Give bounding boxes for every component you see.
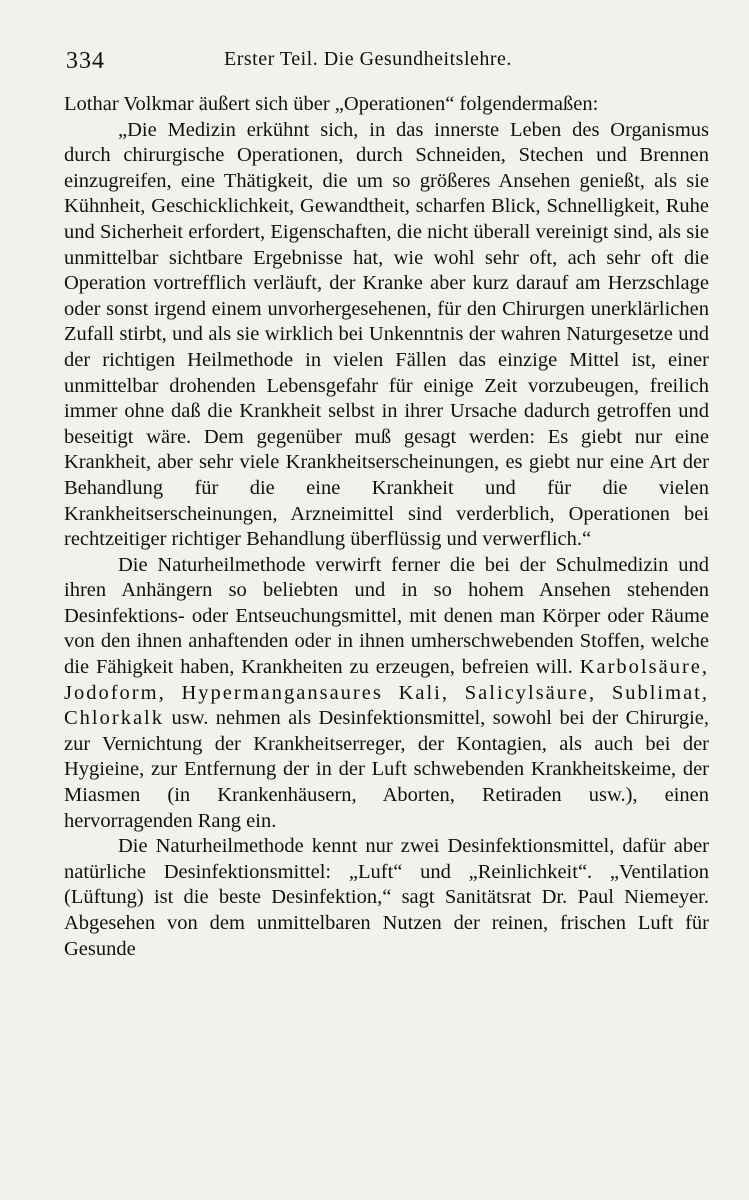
disinfectant-list: Karbolsäure, Jodoform, Hypermangansaures Kali, Salicylsäure, Sublimat, Chlorkalk	[64, 656, 710, 730]
paragraph-disinfection	[64, 553, 709, 835]
page-number: 334	[66, 48, 105, 74]
paragraph-disinfection-text: Die Naturheilmethode verwirft ferner die bei der Schulmedizin und ihren Anhängern so beliebten und in so hohem Ansehen stehenden Desinfektions- oder Entseuchungsmittel, mit denen man Körper oder Räume von den ihnen anhaftenden oder in ihnen umherschwebenden Stoffen, welche die Fähigkeit haben, Krankheiten zu erzeugen, befreien will.	[64, 553, 709, 679]
paragraph-quote: „Die Medizin erkühnt sich, in das innerste Leben des Organismus durch chirurgische Operationen, durch Schneiden, Stechen und Brennen einzugreifen, eine Thätigkeit, die um so größeres Ansehen genießt, als sie Kühnheit, Geschicklichkeit, Gewandtheit, scharfen Blick, Schnelligkeit, Ruhe und Sicherheit erfordert, Eigenschaften, die nicht überall vereinigt sind, als sie unmittelbar sichtbare Ergebnisse hat, wie wohl sehr oft, ach sehr oft die Operation vortrefflich verläuft, der Kranke aber kurz darauf am Herzschlage oder sonst irgend einem unvorhergesehenen, für den Chirurgen unerklärlichen Zufall stirbt, und als sie wirklich bei Unkenntnis der wahren Naturgesetze und der richtigen Heilmethode in vielen Fällen das einzige Mittel ist, einer unmittelbar drohenden Lebensgefahr für einige Zeit vorzubeugen, freilich immer ohne daß die Krankheit selbst in ihrer Ursache dadurch getroffen und beseitigt wäre. Dem gegenüber muß gesagt werden: Es giebt nur eine Krankheit, aber sehr viele Krankheitserscheinungen, es giebt nur eine Art der Behandlung für die eine Krankheit und für die vielen Krankheitserscheinungen, Arzneimittel sind verderblich, Operationen bei rechtzeitiger richtiger Behandlung überflüssig und verwerflich.“	[64, 118, 709, 551]
paragraph-intro: Lothar Volkmar äußert sich über „Operationen“ folgendermaßen:	[64, 93, 599, 115]
page-header	[64, 44, 709, 78]
running-head: Erster Teil. Die Gesundheitslehre.	[224, 48, 512, 70]
body-text	[64, 92, 709, 962]
paragraph-natural-disinfectants: Die Naturheilmethode kennt nur zwei Desinfektionsmittel, dafür aber natürliche Desinfektionsmittel: „Luft“ und „Reinlichkeit“. „Ventilation (Lüftung) ist die beste Desinfektion,“ sagt Sanitätsrat Dr. Paul Niemeyer. Abgesehen von dem unmittelbaren Nutzen der reinen, frischen Luft für Gesunde	[64, 835, 709, 960]
disinfectant-list-tail: usw. nehmen als Desinfektionsmittel, sowohl bei der Chirurgie, zur Vernichtung der Krankheitserreger, der Kontagien, als auch bei der Hygieine, zur Entfernung der in der Luft schwebenden Krankheitskeime, der Miasmen (in Krankenhäusern, Aborten, Retiraden usw.), einen hervorragenden Rang ein.	[64, 707, 709, 832]
